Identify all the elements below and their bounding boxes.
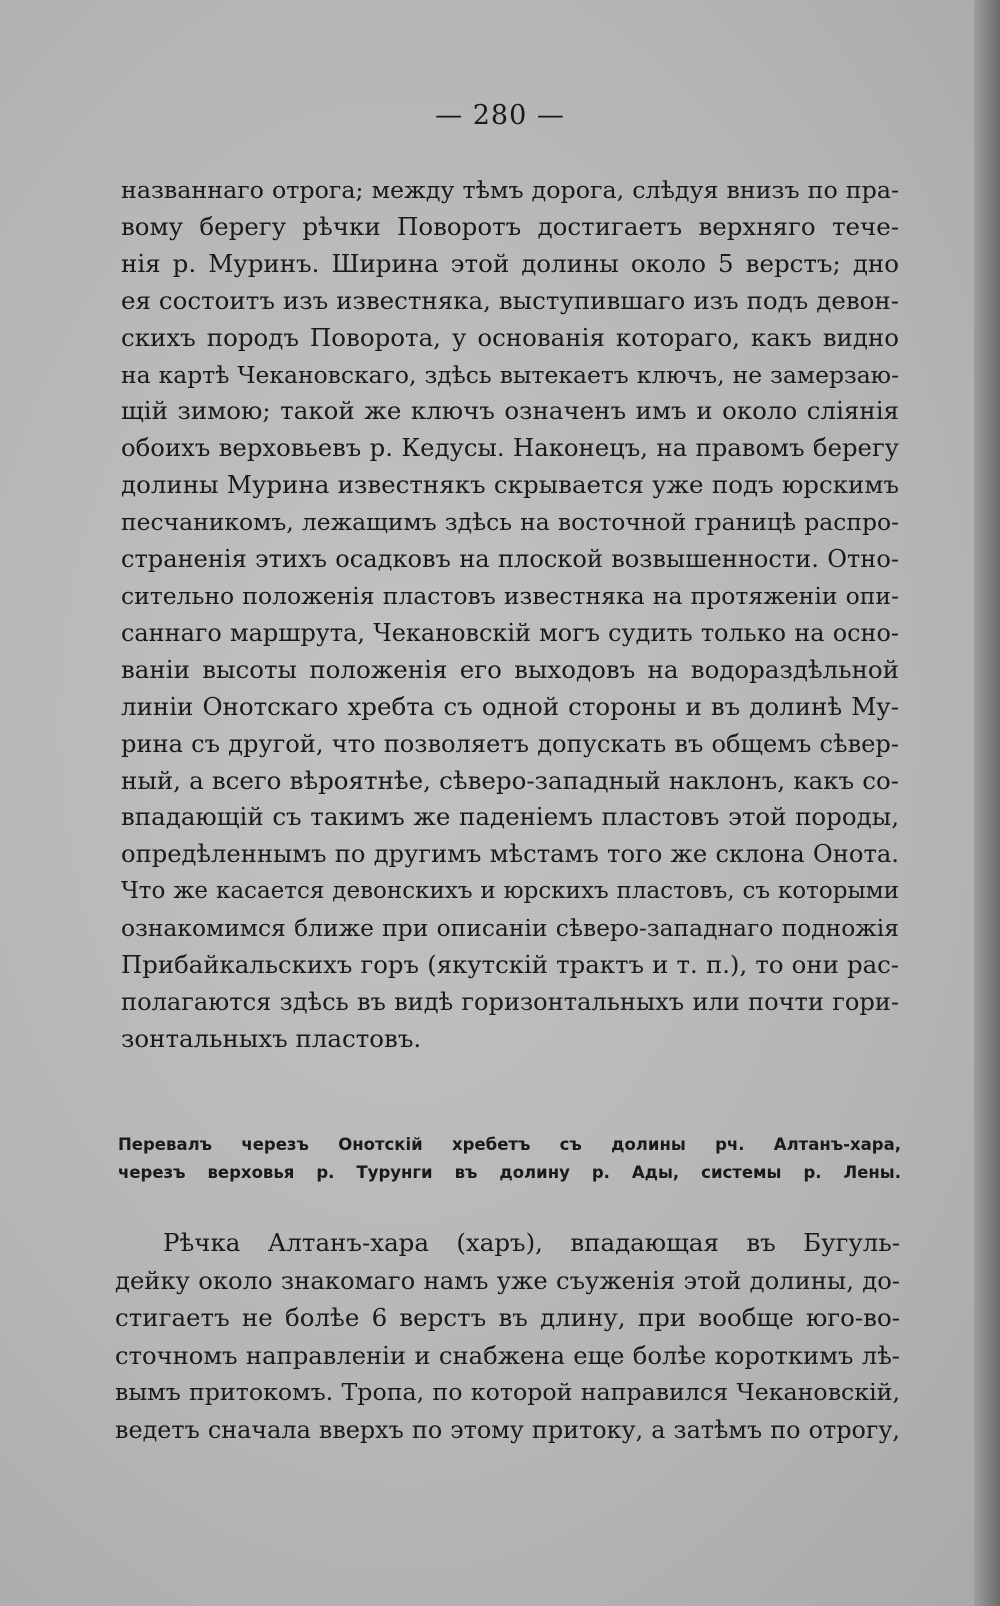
text-line: вымъ притокомъ. Тропа, по которой направился Чекановскій, <box>115 1378 900 1407</box>
text-line: стигаетъ не болѣе 6 верстъ въ длину, при вообще юго-во- <box>115 1303 900 1333</box>
text-line: песчаникомъ, лежащимъ здѣсь на восточной границѣ распро- <box>121 508 899 537</box>
text-line: Рѣчка Алтанъ-хара (харъ), впадающая въ Бугуль- <box>163 1228 900 1257</box>
text-line: опредѣленнымъ по другимъ мѣстамъ того же склона Онота. <box>121 840 899 869</box>
text-line: щій зимою; такой же ключъ означенъ имъ и около сліянія <box>121 396 899 426</box>
text-line: ный, а всего вѣроятнѣе, сѣверо-западный наклонъ, какъ со- <box>121 765 899 795</box>
text-line: ведетъ сначала вверхъ по этому притоку, а затѣмъ по отрогу, <box>115 1415 900 1444</box>
text-line: линіи Онотскаго хребта съ одной стороны и въ долинѣ Му- <box>121 691 899 721</box>
text-line: обоихъ верховьевъ р. Кедусы. Наконецъ, на правомъ берегу <box>121 433 899 463</box>
text-line: сточномъ направленіи и снабжена еще болѣе короткимъ лѣ- <box>115 1340 900 1370</box>
text-line: полагаются здѣсь въ видѣ горизонтальныхъ или почти гори- <box>121 987 899 1016</box>
paragraph-2 <box>115 1224 900 1450</box>
text-line: зонтальныхъ пластовъ. <box>121 1023 422 1053</box>
text-line: нія р. Муринъ. Ширина этой долины около 5 верстъ; дно <box>121 248 899 278</box>
text-line: скихъ породъ Поворота, у основанія котораго, какъ видно <box>121 322 899 352</box>
page-number: — 280 — <box>435 100 565 131</box>
text-line: впадающій съ такимъ же паденіемъ пластовъ этой породы, <box>121 802 899 832</box>
text-line: сительно положенія пластовъ известняка на протяженіи опи- <box>121 581 899 610</box>
page-edge-shadow <box>974 0 1000 1606</box>
heading-line: Перевалъ черезъ Онотскій хребетъ съ долины рч. Алтанъ-хара, <box>118 1135 901 1154</box>
text-line: вому берегу рѣчки Поворотъ достигаетъ верхняго тече- <box>121 211 899 241</box>
text-line: рина съ другой, что позволяетъ допускать въ общемъ сѣвер- <box>121 729 899 758</box>
text-line: долины Мурина известнякъ скрывается уже подъ юрскимъ <box>121 470 899 500</box>
heading-line: черезъ верховья р. Турунги въ долину р. Ады, системы р. Лены. <box>118 1163 901 1182</box>
text-line: ваніи высоты положенія его выходовъ на водораздѣльной <box>121 654 899 684</box>
text-line: страненія этихъ осадковъ на плоской возвышенности. Отно- <box>121 545 899 574</box>
text-line: Что же касается девонскихъ и юрскихъ пластовъ, съ которыми <box>121 878 899 905</box>
text-line: Прибайкальскихъ горъ (якутскій трактъ и т. п.), то они рас- <box>121 950 899 980</box>
text-line: саннаго маршрута, Чекановскій могъ судить только на осно- <box>121 618 899 647</box>
text-line: дейку около знакомаго намъ уже съуженія этой долины, до- <box>115 1265 900 1295</box>
paragraph-1 <box>121 172 899 1058</box>
text-line: ознакомимся ближе при описаніи сѣверо-западнаго подножія <box>121 914 899 943</box>
text-line: ея состоитъ изъ известняка, выступившаго изъ подъ девон- <box>121 285 899 315</box>
text-line: на картѣ Чекановскаго, здѣсь вытекаетъ ключъ, не замерзаю- <box>121 360 899 389</box>
section-heading <box>118 1131 901 1187</box>
text-line: названнаго отрога; между тѣмъ дорога, слѣдуя внизъ по пра- <box>121 176 899 204</box>
